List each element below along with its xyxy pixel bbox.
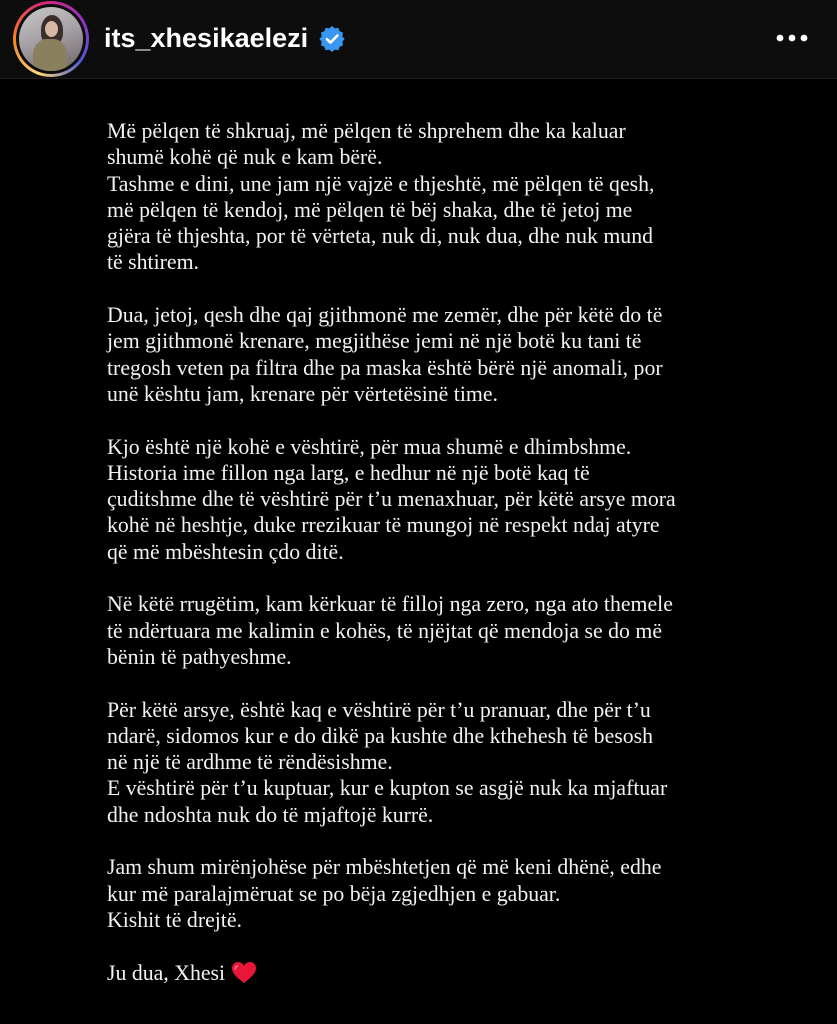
text-line: të shtirem. [107, 250, 200, 275]
paragraph [107, 591, 807, 670]
text-line: Për këtë arsye, është kaq e vështirë për t’u pranuar, dhe për t’u [107, 697, 651, 722]
more-options-icon[interactable] [772, 24, 812, 52]
paragraph [107, 302, 807, 407]
text-line: kohë në heshtje, duke rrezikuar të mungoj në respekt ndaj atyre [107, 513, 660, 538]
avatar-body [33, 39, 67, 71]
text-line: Më pëlqen të shkruaj, më pëlqen të shprehem dhe ka kaluar [107, 119, 626, 143]
story-ring[interactable] [13, 1, 89, 77]
text-line: shumë kohë që nuk e kam bërë. [107, 145, 383, 170]
post-header [0, 0, 837, 79]
post-text [107, 118, 807, 986]
text-line: Tashme e dini, une jam një vajzë e thjeshtë, më pëlqen të qesh, [107, 171, 655, 196]
username[interactable]: its_xhesikaelezi [104, 23, 309, 53]
text-line: unë kështu jam, krenare për vërtetësinë time. [107, 381, 498, 406]
paragraph [107, 697, 807, 828]
text-line: më pëlqen të kendoj, më pëlqen të bëj shaka, dhe të jetoj me [107, 197, 633, 222]
text-line: çuditshme dhe të vështirë për t’u menaxhuar, për këtë arsye mora [107, 487, 676, 512]
text-line: Kjo është një kohë e vështirë, për mua shumë e dhimbshme. [107, 434, 632, 459]
avatar-face [45, 21, 58, 37]
signature-line [107, 960, 807, 986]
text-line: në një të ardhme të rëndësishme. [107, 750, 393, 775]
text-line: Kishit të drejtë. [107, 907, 242, 932]
text-line: që më mbështesin çdo ditë. [107, 539, 344, 564]
text-line: Dua, jetoj, qesh dhe qaj gjithmonë me zemër, dhe për këtë do të [107, 303, 663, 328]
avatar-gap [16, 4, 86, 74]
text-line: tregosh veten pa filtra dhe pa maska është bërë një anomali, por [107, 355, 663, 380]
text-line: gjëra të thjeshta, por të vërteta, nuk di, nuk dua, dhe nuk mund [107, 224, 653, 249]
text-line: të ndërtuara me kalimin e kohës, të njëjtat që mendoja se do më [107, 618, 663, 643]
avatar[interactable] [19, 7, 83, 71]
text-line: jem gjithmonë krenare, megjithëse jemi në një botë ku tani të [107, 329, 642, 354]
signature-text: Ju dua, Xhesi [107, 960, 226, 985]
paragraph [107, 854, 807, 933]
text-line: dhe ndoshta nuk do të mjaftojë kurrë. [107, 802, 434, 827]
text-line: Historia ime fillon nga larg, e hedhur në një botë kaq të [107, 460, 590, 485]
text-line: bënin të pathyeshme. [107, 644, 292, 669]
text-line: E vështirë për t’u kuptuar, kur e kupton se asgjë nuk ka mjaftuar [107, 776, 668, 801]
paragraph [107, 434, 807, 565]
red-heart-icon [231, 961, 257, 984]
paragraph [107, 118, 807, 276]
verified-badge-icon [319, 26, 345, 52]
text-line: Në këtë rrugëtim, kam kërkuar të filloj nga zero, nga ato themele [107, 592, 673, 617]
text-line: ndarë, sidomos kur e do dikë pa kushte dhe kthehesh të besosh [107, 723, 654, 748]
signature-paragraph [107, 960, 807, 986]
text-line: kur më paralajmëruat se po bëja zgjedhjen e gabuar. [107, 881, 561, 906]
text-line: Jam shum mirënjohëse për mbështetjen që më keni dhënë, edhe [107, 855, 662, 880]
